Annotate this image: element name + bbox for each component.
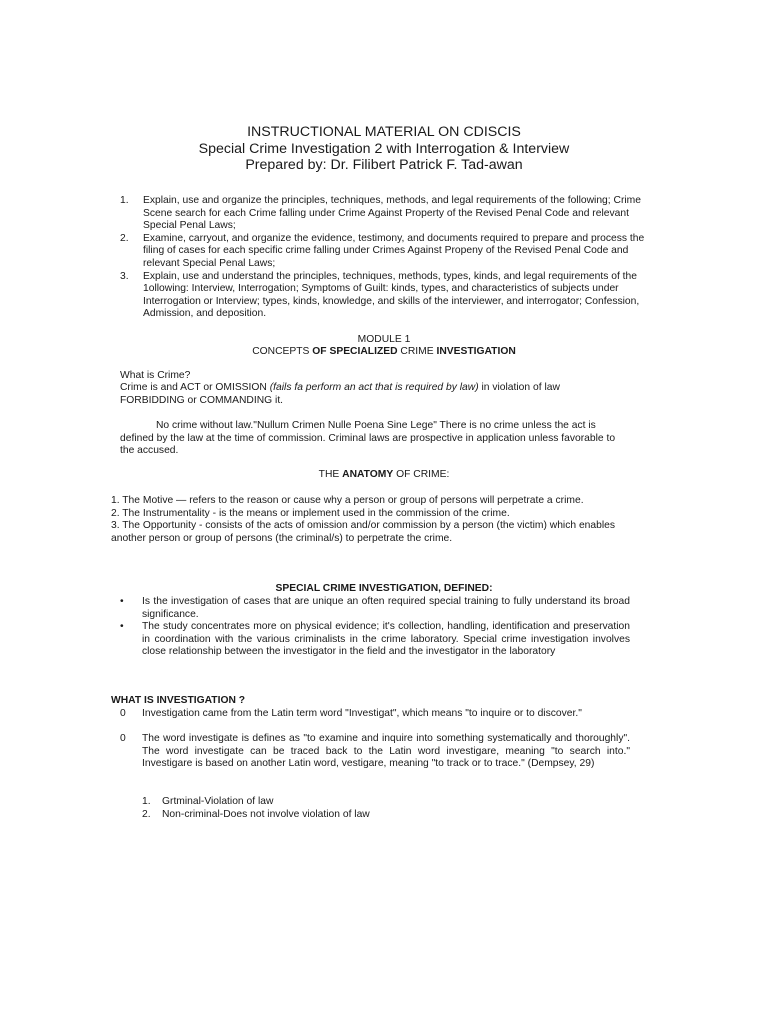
list-item (120, 195, 648, 233)
anatomy-title-part: ANATOMY (342, 469, 394, 480)
investigation-point (120, 733, 630, 771)
header-author: Prepared by: Dr. Filibert Patrick F. Tad-awan (245, 157, 523, 173)
list-item (120, 621, 630, 659)
anatomy-list (111, 495, 636, 545)
module-title-part: CONCEPTS (252, 346, 313, 357)
item-number: 1. (120, 195, 129, 206)
item-text: The study concentrates more on physical evidence; it's collection, handling, identification and preservation in coordination with the various criminalists in the crime laboratory. Special crime investigation involves close relationship between the investigator in the field and the investigator in the laboratory (142, 621, 630, 658)
definition-text: (fails fa perform an act that is required by law) (269, 382, 479, 393)
definition-text: in violation of law FORBIDDING or COMMANDING it. (120, 382, 560, 406)
point-text: The word investigate is defines as "to examine and inquire into something systematically and thoroughly". The word investigate can be traced back to the Latin word investigare, meaning "to search into." Investigare is based on another Latin word, vestigare, meaning "to track or to trace." (Dempsey, 29) (142, 733, 630, 770)
list-item (142, 796, 622, 809)
document-header (0, 124, 768, 174)
item-text: Explain, use and organize the principles, techniques, methods, and legal requirements of the following; Crime Scene search for each Crime falling under Crime Against Property of the Revised Penal Code and relevant Special Penal Laws; (143, 195, 641, 232)
crime-question: What is Crime? (120, 370, 191, 381)
item-number: 2. (120, 232, 129, 244)
crime-maxim: No crime without law."Nullum Crimen Nulle Poena Sine Lege" There is no crime unless the act is defined by the law at the time of commission. Criminal laws are prospective in application unless favorable to the accused. (120, 420, 616, 457)
list-item: 1. The Motive — refers to the reason or cause why a person or group of persons will perpetrate a crime. (111, 495, 584, 506)
point-marker: 0 (120, 733, 126, 744)
module-title (0, 346, 768, 359)
module-number: MODULE 1 (357, 334, 411, 345)
investigation-heading: WHAT IS INVESTIGATION ? (111, 695, 246, 706)
item-text: Grtminal-Violation of law (162, 796, 274, 807)
module-title-part: OF SPECIALIZED (312, 346, 398, 357)
item-number: 2. (142, 808, 151, 820)
module-title-part: INVESTIGATION (436, 346, 516, 357)
bullet-icon: • (120, 621, 124, 633)
list-item (120, 233, 648, 271)
list-item (120, 596, 630, 621)
item-text: Non-criminal-Does not involve violation of law (162, 808, 370, 820)
point-text: Investigation came from the Latin term word "Investigat", which means "to inquire or to discover." (142, 708, 582, 719)
module-title-part: CRIME (397, 346, 437, 357)
item-number: 3. (120, 270, 129, 282)
investigation-types (142, 796, 622, 821)
header-title: INSTRUCTIONAL MATERIAL ON CDISCIS (247, 124, 521, 140)
anatomy-title-part: THE (318, 469, 343, 480)
header-subtitle: Special Crime Investigation 2 with Interrogation & Interview (198, 140, 570, 157)
list-item (120, 271, 648, 321)
sci-heading: SPECIAL CRIME INVESTIGATION, DEFINED: (275, 583, 493, 594)
list-item: 2. The Instrumentality - is the means or implement used in the commission of the crime. (111, 507, 510, 519)
item-text: Examine, carryout, and organize the evidence, testimony, and documents required to prepare and process the filing of cases for each specific crime falling under Crimes Against Propeny of the Revised Penal Code and relevant Special Penal Laws; (143, 232, 645, 269)
anatomy-title (0, 469, 768, 482)
list-item (142, 809, 622, 822)
list-item: 3. The Opportunity - consists of the acts of omission and/or commission by a person (the victim) which enables another person or group of persons (the criminal/s) to perpetrate the crime. (111, 520, 616, 544)
item-number: 1. (142, 796, 151, 807)
sci-bullets (120, 596, 630, 659)
point-marker: 0 (120, 708, 126, 719)
investigation-point (120, 708, 630, 721)
crime-definition (120, 382, 600, 407)
anatomy-title-part: OF CRIME: (393, 469, 450, 480)
definition-text: Crime is and ACT or OMISSION (120, 382, 270, 393)
objectives-list (120, 195, 648, 321)
item-text: Is the investigation of cases that are unique an often required special training to fully understand its broad significance. (142, 596, 630, 620)
item-text: Explain, use and understand the principles, techniques, methods, types, kinds, and legal requirements of the 1ollowing: Interview, Interrogation; Symptoms of Guilt: kinds, types, and characteristics of subjects under Interrogation or Interview; types, kinds, knowledge, and skills of the interviewer, and interrogator; Confession, Admission, and deposition. (143, 270, 640, 320)
bullet-icon: • (120, 596, 124, 607)
